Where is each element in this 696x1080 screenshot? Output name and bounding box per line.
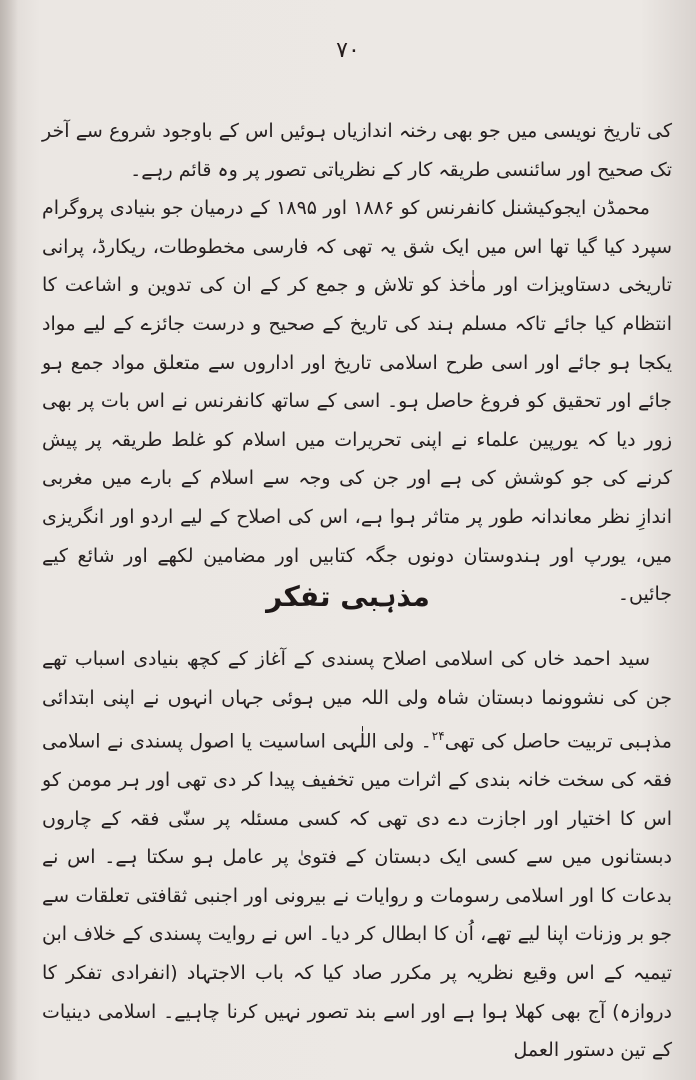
upper-text-block xyxy=(42,112,672,614)
lower-text-block xyxy=(42,640,672,1070)
paragraph-continuation: کی تاریخ نویسی میں جو بھی رخنہ اندازیاں ہوئیں اس کے باوجود شروع سے آخر تک صحیح اور سائنسی طریقہ کار کے نظریاتی تصور پر وہ قائم رہے۔ xyxy=(42,120,672,181)
page-number: ۷۰ xyxy=(336,38,360,63)
paragraph-conference: محمڈن ایجوکیشنل کانفرنس کو ۱۸۸۶ اور ۱۸۹۵ کے درمیان جو بنیادی پروگرام سپرد کیا گیا تھا اس میں ایک شق یہ تھی کہ فارسی مخطوطات، ریکارڈ، پرانی تاریخی دستاویزات اور ماٰخذ کو تلاش و جمع کر کے ان کی تدوین و اشاعت کا انتظام کیا جائے تاکہ مسلم ہند کی تاریخ کے صحیح و درست جائزے کے لیے مواد یکجا ہو جائے اور اسی طرح اسلامی تاریخ اور اداروں سے متعلق مواد جمع ہو جائے اور تحقیق کو فروغ حاصل ہو۔ اسی کے ساتھ کانفرنس نے اس بات پر بھی زور دیا کہ یورپین علماء نے اپنی تحریرات میں اسلام کو غلط طریقہ پر پیش کرنے کی جو کوشش کی ہے اور جن کی وجہ سے اسلام کے بارے میں مغربی اندازِ نظر معاندانہ طور پر متاثر ہوا ہے، اس کی اصلاح کے لیے اردو اور انگریزی میں، یورپ اور ہندوستان دونوں جگہ کتابیں اور مضامین لکھے اور شائع کیے جائیں۔ xyxy=(42,197,672,606)
binding-shadow xyxy=(0,0,18,1080)
footnote-marker: ۲۴ xyxy=(431,729,445,744)
paragraph-religious-thought xyxy=(42,640,672,1070)
paragraph-rest-text: ۔ ولی اللٰہی اساسیت یا اصول پسندی نے اسلامی فقہ کی سخت خانہ بندی کے اثرات میں تخفیف پیدا کر دی تھی اور ہر مومن کو اس کا اختیار اور اجازت دے دی تھی کہ کسی مسئلہ پر سنّی فقہ کے چاروں دبستانوں میں سے کسی ایک دبستان کے فتویٰ پر عامل ہو سکتا ہے۔ اس نے بدعات کا اور اسلامی رسومات و روایات نے بیرونی اور اجنبی ثقافتی تعلقات سے جو بر وزنات اپنا لیے تھے، اُن کا ابطال کر دیا۔ اس نے روایت پسندی کے خلاف ابن تیمیہ کے اس وقیع نظریہ پر مکرر صاد کیا کہ باب الاجتہاد (انفرادی تفکر کا دروازہ) آج بھی کھلا ہوا ہے اور اسے بند تصور نہیں کرنا چاہیے۔ اسلامی دینیات کے تین دستور العمل xyxy=(42,730,672,1062)
section-heading: مذہبی تفکر xyxy=(266,580,430,613)
paragraph-main-text: سید احمد خاں کی اسلامی اصلاح پسندی کے آغاز کے کچھ بنیادی اسباب تھے جن کی نشوونما دبستان شاہ ولی اللہ میں ہوئی جہاں انہوں نے اپنی ابتدائی مذہبی تربیت حاصل کی تھی xyxy=(42,648,672,753)
